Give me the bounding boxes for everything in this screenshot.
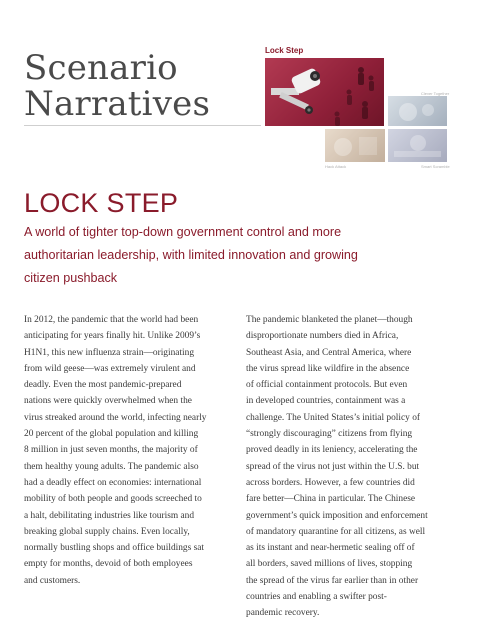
thumbnail-label-clever-together: Clever Together [421, 91, 450, 96]
body-line: from wild geese—was extremely virulent and [24, 363, 196, 374]
thumbnail-caption: Lock Step [265, 46, 304, 55]
page-title [24, 50, 210, 122]
subtitle-line-1: A world of tighter top-down government control and more [24, 225, 342, 239]
body-line: of mandatory quarantine for all citizens, as well [246, 526, 426, 537]
body-line: anticipating for years finally hit. Unlike 2009’s [24, 331, 201, 342]
body-line: empty for months, devoid of both employees [24, 559, 193, 570]
page-title-line-1: Scenario [24, 48, 178, 88]
body-line: fare better—China in particular. The Chinese [246, 494, 416, 505]
body-line: normally bustling shops and office buildings sat [24, 543, 205, 554]
body-line: 20 percent of the global population and killing [24, 429, 199, 440]
body-line: The pandemic blanketed the planet—though [246, 315, 413, 325]
body-line: the virus spread like wildfire in the absence [246, 363, 410, 374]
scenario-thumbnail-clever-together [388, 96, 447, 126]
body-line: proved deadly in its leniency, accelerating the [246, 445, 418, 456]
body-column-right [246, 312, 471, 622]
body-line: disproportionate numbers died in Africa, [246, 331, 399, 342]
body-line: virus streaked around the world, infecting nearly [24, 412, 207, 423]
scenario-heading: LOCK STEP [24, 188, 179, 218]
body-line: a halt, debilitating industries like tourism and [24, 510, 195, 521]
scenario-thumbnail-lock-step [265, 58, 384, 126]
body-line: as its instant and near-hermetic sealing off of [246, 543, 415, 554]
thumbnail-label-hack-attack: Hack Attack [325, 164, 347, 169]
scenario-subtitle [24, 221, 358, 290]
body-line: H1N1, this new influenza strain—originating [24, 347, 195, 358]
body-line: of official containment protocols. But even [246, 380, 408, 391]
scenario-thumbnail-hack-attack [325, 129, 385, 162]
body-line: government’s quick imposition and enforcement [246, 510, 428, 521]
body-line: across borders. However, a few countries did [246, 477, 415, 488]
body-line: spread of the virus not just within the U.S. but [246, 461, 420, 472]
body-line: nations were quickly overwhelmed when the [24, 396, 192, 407]
body-line: and customers. [24, 575, 81, 586]
body-line: 8 million in just seven months, the majority of [24, 445, 198, 456]
body-column-left [24, 312, 239, 589]
scenario-thumbnail-smart-scramble [388, 129, 447, 162]
body-line: countries and enabling a swifter post- [246, 592, 387, 603]
body-line: had a deadly effect on economies: international [24, 477, 202, 488]
subtitle-line-3: citizen pushback [24, 271, 118, 285]
body-line: Southeast Asia, and Central America, where [246, 347, 412, 358]
body-line: breaking global supply chains. Even locally, [24, 526, 190, 537]
body-line: mobility of both people and goods screeched to [24, 494, 202, 505]
body-line: “strongly discouraging” citizens from flying [246, 429, 413, 440]
body-line: pandemic recovery. [246, 608, 320, 619]
page-title-line-2: Narratives [24, 84, 211, 124]
body-line: the spread of the virus far earlier than in other [246, 575, 419, 586]
body-line: In 2012, the pandemic that the world had been [24, 315, 199, 325]
body-line: all borders, saved millions of lives, stopping [246, 559, 413, 570]
title-divider [24, 125, 261, 126]
subtitle-line-2: authoritarian leadership, with limited innovation and growing [24, 248, 358, 262]
thumbnail-label-smart-scramble: Smart Scramble [421, 164, 450, 169]
body-line: them healthy young adults. The pandemic also [24, 461, 199, 472]
body-line: in developed countries, containment was a [246, 396, 406, 407]
body-line: challenge. The United States’s initial policy of [246, 412, 421, 423]
body-line: deadly. Even the most pandemic-prepared [24, 380, 182, 391]
surveillance-camera-illustration [265, 58, 384, 126]
